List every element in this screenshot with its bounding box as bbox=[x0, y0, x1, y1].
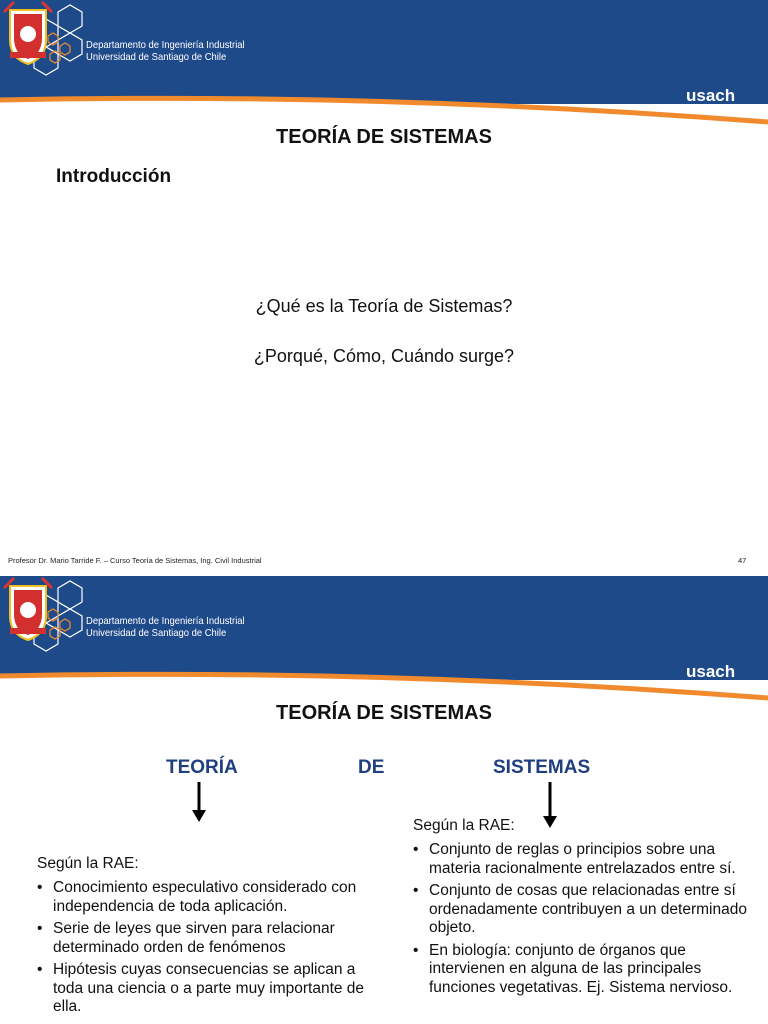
usach-logo-text: usach bbox=[686, 662, 736, 681]
sistemas-definitions bbox=[413, 841, 751, 1001]
left-heading: Según la RAE: bbox=[37, 855, 139, 872]
dept-line-1: Departamento de Ingeniería Industrial bbox=[86, 615, 245, 627]
department-name bbox=[86, 39, 245, 63]
list-item: • Conjunto de reglas o principios sobre una materia racionalmente entrelazados entre sí. bbox=[413, 841, 751, 878]
usach-logo-text: usach bbox=[686, 86, 736, 105]
slide-subtitle: Introducción bbox=[56, 166, 172, 187]
list-item: • Conjunto de cosas que relacionadas entre sí ordenadamente contribuyen a un determinado objeto. bbox=[413, 882, 751, 938]
question-1: ¿Qué es la Teoría de Sistemas? bbox=[255, 296, 513, 316]
word-de: DE bbox=[358, 757, 385, 778]
list-item: • Hipótesis cuyas consecuencias se aplican a toda una ciencia o a parte muy importante de ella. bbox=[37, 961, 367, 1017]
dept-line-2: Universidad de Santiago de Chile bbox=[86, 51, 227, 63]
list-item: • Serie de leyes que sirven para relacionar determinado orden de fenómenos bbox=[37, 920, 367, 957]
usach-crest-icon bbox=[0, 0, 56, 68]
dept-line-2: Universidad de Santiago de Chile bbox=[86, 627, 227, 639]
page-number: 47 bbox=[738, 556, 747, 565]
list-item: • Conocimiento especulativo considerado con independencia de toda aplicación. bbox=[37, 879, 367, 916]
question-2: ¿Porqué, Cómo, Cuándo surge? bbox=[253, 346, 515, 366]
department-name bbox=[86, 615, 245, 639]
arrow-down-icon bbox=[541, 782, 559, 828]
usach-crest-icon bbox=[0, 576, 56, 644]
slide-title: TEORÍA DE SISTEMAS bbox=[276, 702, 492, 724]
word-teoria: TEORÍA bbox=[166, 757, 238, 778]
slide-48 bbox=[0, 576, 768, 1024]
arrow-down-icon bbox=[190, 782, 208, 822]
teoria-definitions bbox=[37, 879, 367, 1021]
slide-footer: Profesor Dr. Mario Tarride F. – Curso Teoría de Sistemas, Ing. Civil Industrial bbox=[8, 556, 262, 565]
list-item: • En biología: conjunto de órganos que intervienen en alguna de las principales funciones vegetativas. Ej. Sistema nervioso. bbox=[413, 942, 751, 998]
slide-header bbox=[0, 0, 768, 125]
slide-header bbox=[0, 576, 768, 701]
word-sistemas: SISTEMAS bbox=[493, 757, 591, 778]
right-heading: Según la RAE: bbox=[413, 817, 515, 834]
slide-title: TEORÍA DE SISTEMAS bbox=[276, 126, 492, 148]
dept-line-1: Departamento de Ingeniería Industrial bbox=[86, 39, 245, 51]
